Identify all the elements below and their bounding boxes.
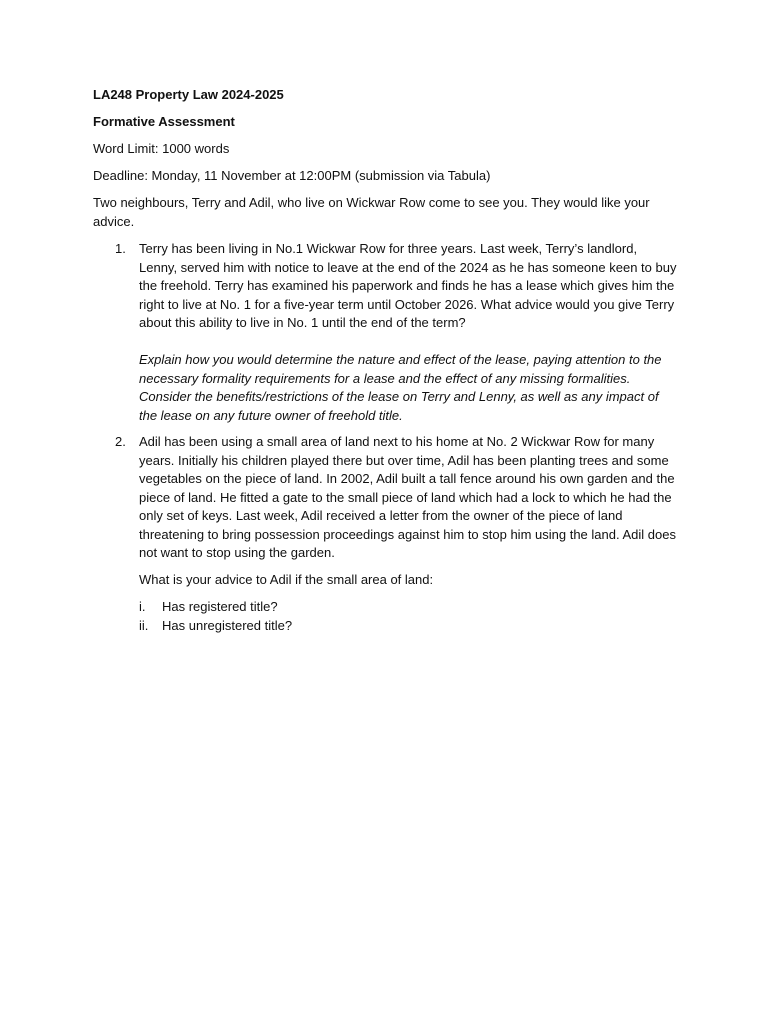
sub-question-item bbox=[139, 617, 678, 636]
word-limit: Word Limit: 1000 words bbox=[93, 141, 230, 156]
sub-question-text: Has registered title? bbox=[162, 599, 278, 614]
question-prompt: What is your advice to Adil if the small area of land: bbox=[139, 572, 434, 587]
question-text: Terry has been living in No.1 Wickwar Row for three years. Last week, Terry’s landlord, Lenny, served him with notice to leave at the end of the 2024 as he has someone keen to buy the freehold. Terry has examined his paperwork and finds he has a lease which gives him the right to live at No. 1 for a five-year term until October 2026. What advice would you give Terry about this ability to live in No. 1 until the end of the term? bbox=[139, 241, 677, 330]
sub-question-item bbox=[139, 598, 678, 617]
sub-question-number: ii. bbox=[139, 617, 149, 633]
question-number: 1. bbox=[115, 241, 126, 256]
document-page bbox=[93, 86, 678, 635]
intro-paragraph: Two neighbours, Terry and Adil, who live on Wickwar Row come to see you. They would like your advice. bbox=[93, 195, 650, 229]
sub-question-number: i. bbox=[139, 599, 146, 614]
document-title: LA248 Property Law 2024-2025 bbox=[93, 87, 284, 102]
question-number: 2. bbox=[115, 434, 126, 449]
question-text: Adil has been using a small area of land next to his home at No. 2 Wickwar Row for many years. Initially his children played there but over time, Adil has been planting trees and some vegetables on the piece of land. In 2002, Adil built a tall fence around his own garden and the piece of land. He fitted a gate to the small piece of land which had a lock to which he had the only set of keys. Last week, Adil received a letter from the owner of the piece of land threatening to bring possession proceedings against him to stop him using the land. Adil does not want to stop using the garden. bbox=[139, 434, 676, 560]
document-subtitle: Formative Assessment bbox=[93, 114, 235, 129]
sub-question-list bbox=[139, 598, 678, 635]
deadline: Deadline: Monday, 11 November at 12:00PM (submission via Tabula) bbox=[93, 168, 491, 183]
question-1 bbox=[93, 240, 678, 425]
question-2 bbox=[93, 433, 678, 635]
sub-question-text: Has unregistered title? bbox=[162, 617, 293, 633]
question-guidance: Explain how you would determine the nature and effect of the lease, paying attention to the necessary formality requirements for a lease and the effect of any missing formalities. Consider the benefits/restrictions of the lease on Terry and Lenny, as well as any impact of the lease on any future owner of freehold title. bbox=[139, 352, 662, 423]
